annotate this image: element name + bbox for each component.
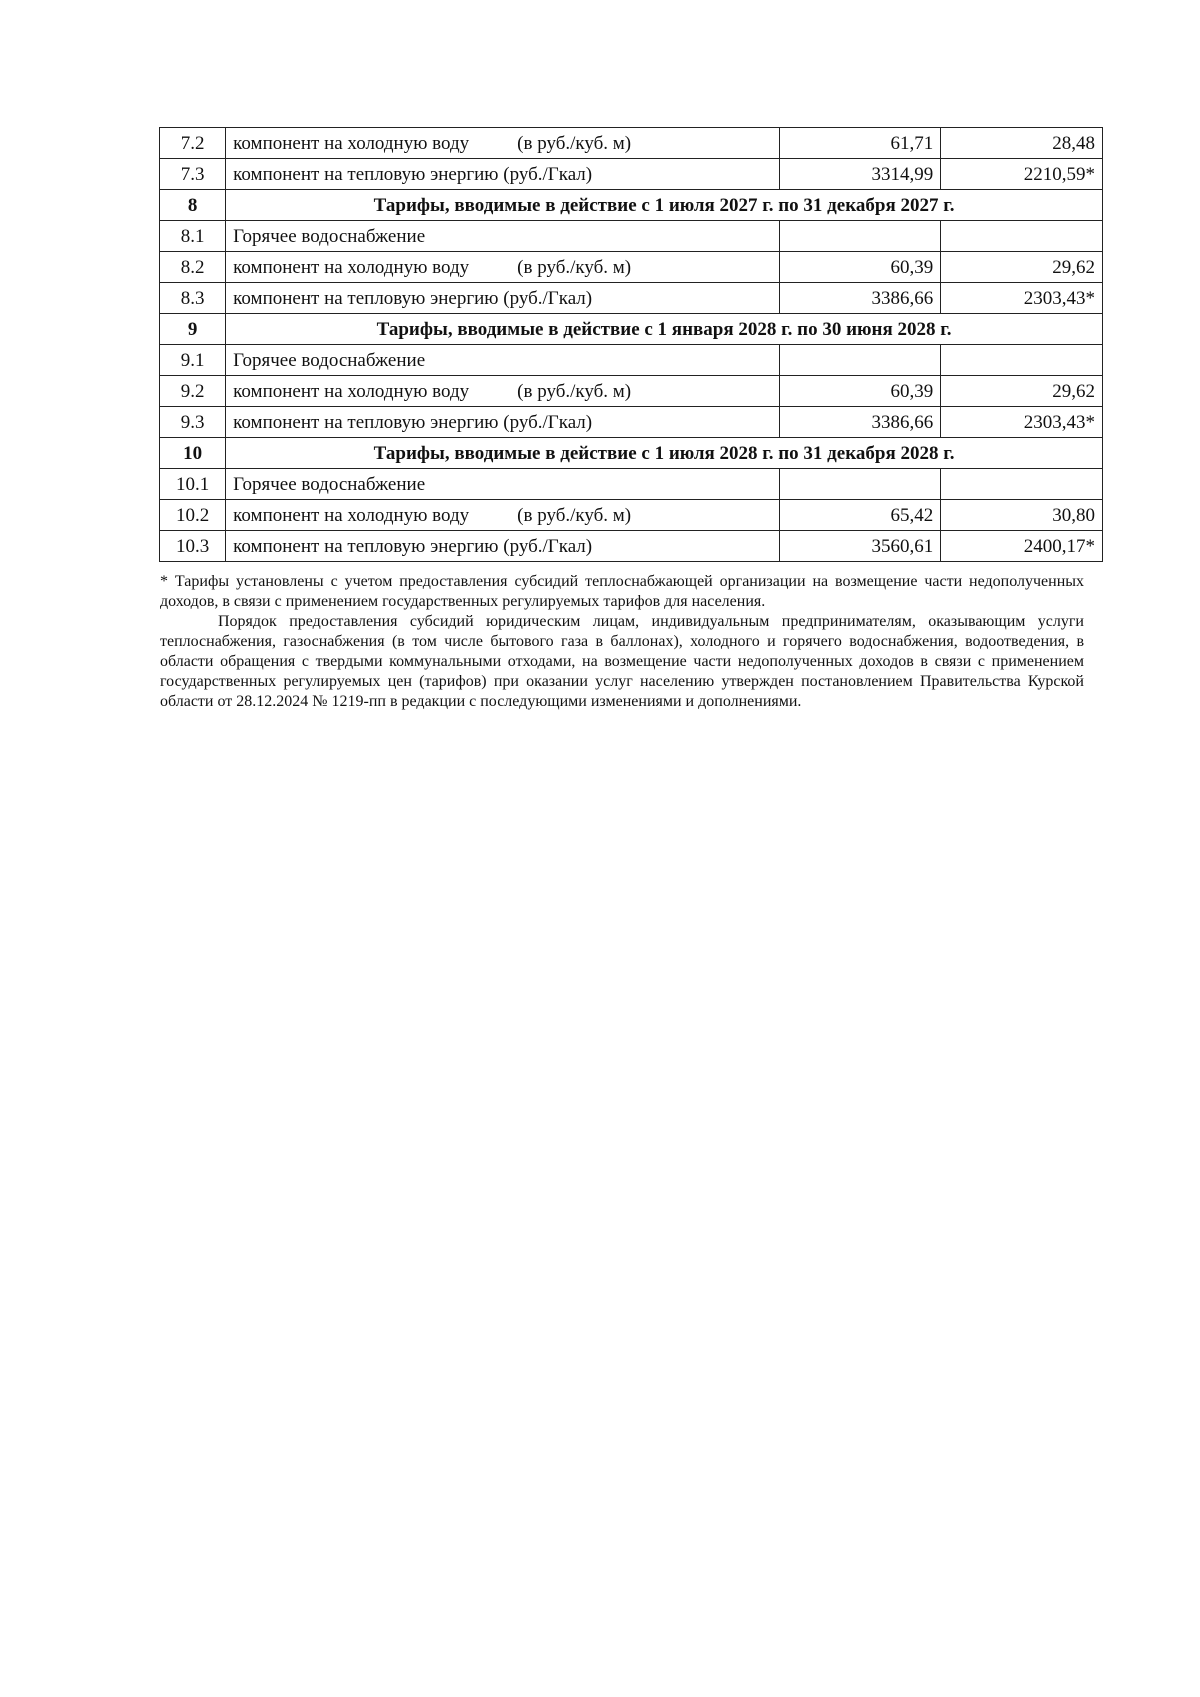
table-row xyxy=(160,283,1103,314)
value-cell-1: 60,39 xyxy=(779,376,940,407)
row-label-cell xyxy=(226,283,780,314)
row-label: компонент на холодную воду xyxy=(233,132,470,154)
table-row xyxy=(160,159,1103,190)
section-number: 8 xyxy=(160,190,226,221)
row-label-cell xyxy=(226,469,780,500)
row-label: компонент на тепловую энергию (руб./Гкал) xyxy=(233,535,593,557)
value-cell-1: 3560,61 xyxy=(779,531,940,562)
value-cell-2: 28,48 xyxy=(941,128,1103,159)
section-title: Тарифы, вводимые в действие с 1 июля 2028 г. по 31 декабря 2028 г. xyxy=(226,438,1103,469)
section-header-row xyxy=(160,438,1103,469)
row-label-cell xyxy=(226,221,780,252)
value-cell-2: 29,62 xyxy=(941,376,1103,407)
row-label: Горячее водоснабжение xyxy=(233,473,426,495)
value-cell-1 xyxy=(779,221,940,252)
value-cell-1: 3314,99 xyxy=(779,159,940,190)
value-cell-2: 2303,43* xyxy=(941,407,1103,438)
table-row xyxy=(160,252,1103,283)
row-label-cell xyxy=(226,252,780,283)
table-row xyxy=(160,531,1103,562)
section-header-row xyxy=(160,314,1103,345)
table-row xyxy=(160,128,1103,159)
row-label-cell xyxy=(226,345,780,376)
row-label: компонент на холодную воду xyxy=(233,504,470,526)
row-number: 10.1 xyxy=(160,469,226,500)
section-title: Тарифы, вводимые в действие с 1 июля 2027 г. по 31 декабря 2027 г. xyxy=(226,190,1103,221)
value-cell-2: 2303,43* xyxy=(941,283,1103,314)
row-unit: (в руб./куб. м) xyxy=(517,132,632,154)
table-row xyxy=(160,407,1103,438)
value-cell-1: 60,39 xyxy=(779,252,940,283)
tariff-table xyxy=(159,127,1103,562)
procedure-text: Порядок предоставления субсидий юридическим лицам, индивидуальным предпринимателям, оказывающим услуги теплоснабжения, газоснабжения (в том числе бытового газа в баллонах), холодного и горячего водоснабжения, водоотведения, в области обращения с твердыми коммунальными отходами, на возмещение части недополученных доходов в связи с применением государственных регулируемых цен (тарифов) при оказании услуг населению утвержден постановлением Правительства Курской области от 28.12.2024 № 1219-пп в редакции с последующими изменениями и дополнениями. xyxy=(160,613,1084,710)
value-cell-1: 61,71 xyxy=(779,128,940,159)
row-label: Горячее водоснабжение xyxy=(233,349,426,371)
row-unit: (в руб./куб. м) xyxy=(517,256,632,278)
row-label-cell xyxy=(226,407,780,438)
value-cell-1: 3386,66 xyxy=(779,407,940,438)
section-title: Тарифы, вводимые в действие с 1 января 2028 г. по 30 июня 2028 г. xyxy=(226,314,1103,345)
table-row xyxy=(160,376,1103,407)
row-number: 7.3 xyxy=(160,159,226,190)
notes-block xyxy=(160,572,1084,712)
value-cell-2: 30,80 xyxy=(941,500,1103,531)
row-number: 8.1 xyxy=(160,221,226,252)
value-cell-2: 29,62 xyxy=(941,252,1103,283)
row-label: компонент на холодную воду xyxy=(233,256,470,278)
row-label-cell xyxy=(226,128,780,159)
footnote-text: * Тарифы установлены с учетом предоставления субсидий теплоснабжающей организации на возмещение части недополученных доходов, в связи с применением государственных регулируемых тарифов для населения. xyxy=(160,573,1084,610)
row-number: 8.2 xyxy=(160,252,226,283)
row-label: Горячее водоснабжение xyxy=(233,225,426,247)
row-number: 9.2 xyxy=(160,376,226,407)
row-label: компонент на тепловую энергию (руб./Гкал) xyxy=(233,411,593,433)
section-number: 9 xyxy=(160,314,226,345)
value-cell-2: 2210,59* xyxy=(941,159,1103,190)
row-label: компонент на холодную воду xyxy=(233,380,470,402)
row-unit: (в руб./куб. м) xyxy=(517,504,632,526)
value-cell-2 xyxy=(941,469,1103,500)
value-cell-1: 3386,66 xyxy=(779,283,940,314)
section-number: 10 xyxy=(160,438,226,469)
row-label: компонент на тепловую энергию (руб./Гкал) xyxy=(233,163,593,185)
row-label-cell xyxy=(226,376,780,407)
value-cell-2: 2400,17* xyxy=(941,531,1103,562)
table-row xyxy=(160,469,1103,500)
value-cell-2 xyxy=(941,221,1103,252)
table-row xyxy=(160,500,1103,531)
table-row xyxy=(160,221,1103,252)
tariff-table-body xyxy=(160,128,1103,562)
section-header-row xyxy=(160,190,1103,221)
row-number: 9.3 xyxy=(160,407,226,438)
value-cell-1 xyxy=(779,469,940,500)
value-cell-2 xyxy=(941,345,1103,376)
row-label-cell xyxy=(226,500,780,531)
row-label-cell xyxy=(226,531,780,562)
row-number: 10.2 xyxy=(160,500,226,531)
row-label-cell xyxy=(226,159,780,190)
value-cell-1 xyxy=(779,345,940,376)
value-cell-1: 65,42 xyxy=(779,500,940,531)
row-unit: (в руб./куб. м) xyxy=(517,380,632,402)
row-number: 10.3 xyxy=(160,531,226,562)
row-number: 7.2 xyxy=(160,128,226,159)
row-number: 9.1 xyxy=(160,345,226,376)
row-number: 8.3 xyxy=(160,283,226,314)
table-row xyxy=(160,345,1103,376)
row-label: компонент на тепловую энергию (руб./Гкал) xyxy=(233,287,593,309)
